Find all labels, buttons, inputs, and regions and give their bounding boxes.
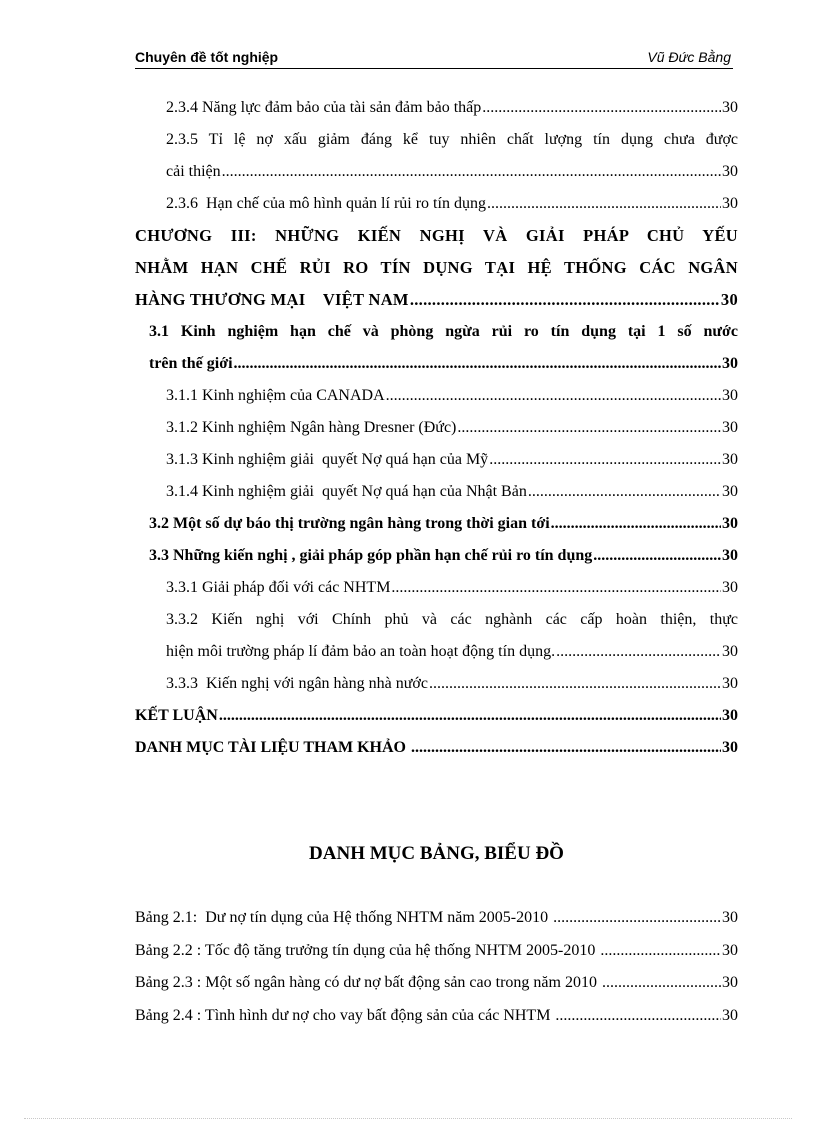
dot-leader [555,1000,721,1033]
toc-chapter-3[interactable] [135,284,738,316]
dot-leader [489,444,721,476]
dot-leader [386,380,721,412]
table-caption: Bảng 2.4 : Tình hình dư nợ cho vay bất động sản của các NHTM [135,1006,555,1024]
toc-entry-title: trên thế giới [149,355,233,372]
toc-entry-2-3-4[interactable] [135,92,738,124]
toc-entry-title: 3.1.3 Kinh nghiệm giải quyết Nợ quá hạn của Mỹ [166,451,489,468]
dot-leader [487,188,721,220]
table-caption: Bảng 2.2 : Tốc độ tăng trưởng tín dụng của hệ thống NHTM 2005-2010 [135,941,600,959]
toc-page-number: 30 [722,515,738,532]
dot-leader [593,540,721,572]
toc-page-number: 30 [722,163,738,180]
page-header [135,48,733,69]
toc-page-number: 30 [720,290,738,309]
author-name: Vũ Đức Bằng [647,49,731,65]
toc-chapter-3-line1[interactable]: CHƯƠNG III: NHỮNG KIẾN NGHỊ VÀ GIẢI PHÁP CHỦ YẾU [135,226,738,245]
toc-entry-title: 3.2 Một số dự báo thị trường ngân hàng trong thời gian tới [149,515,550,532]
toc-entry-title: HÀNG THƯƠNG MẠI VIỆT NAM [135,290,409,309]
table-caption: Bảng 2.1: Dư nợ tín dụng của Hệ thống NHTM năm 2005-2010 [135,909,553,926]
toc-entry-title: 2.3.6 Hạn chế của mô hình quản lí rủi ro tín dụng [166,195,486,212]
toc-page-number: 30 [722,707,738,724]
table-list-item-2-2[interactable] [135,935,738,968]
dot-leader [457,412,721,444]
table-list-item-2-4[interactable] [135,1000,738,1033]
toc-entry-3-1-3[interactable] [135,444,738,476]
dot-leader [482,92,721,124]
toc-entry-title: 3.1.1 Kinh nghiệm của CANADA [166,387,385,404]
toc-entry-title: cải thiện [166,163,221,180]
toc-page-number: 30 [722,195,738,212]
toc-entry-title: 3.3 Những kiến nghị , giải pháp góp phần hạn chế rủi ro tín dụng [149,547,593,564]
toc-entry-title: 3.3.1 Giải pháp đối với các NHTM [166,579,391,596]
toc-entry-title: 3.1.4 Kinh nghiệm giải quyết Nợ quá hạn của Nhật Bản [166,483,527,500]
toc-page-number: 30 [722,643,738,660]
dot-leader [556,636,721,668]
table-page-number: 30 [722,1006,738,1024]
dot-leader [602,967,721,1000]
table-page-number: 30 [722,909,738,926]
table-list-item-2-1[interactable] [135,902,738,935]
toc-page-number: 30 [722,355,738,372]
toc-chapter-3-line2[interactable]: NHẰM HẠN CHẾ RỦI RO TÍN DỤNG TẠI HỆ THỐNG CÁC NGÂN [135,258,738,277]
toc-page-number: 30 [722,675,738,692]
dot-leader [234,348,721,380]
table-page-number: 30 [722,974,738,991]
toc-entry-title: KẾT LUẬN [135,707,218,724]
toc-entry-2-3-5[interactable] [135,156,738,188]
toc-conclusion[interactable] [135,700,738,732]
dot-leader [222,156,721,188]
toc-entry-3-3-2[interactable] [135,636,738,668]
toc-section-3-1-line1[interactable]: 3.1 Kinh nghiệm hạn chế và phòng ngừa rủi ro tín dụng tại 1 số nước [149,323,738,340]
toc-section-3-3[interactable] [135,540,738,572]
table-caption: Bảng 2.3 : Một số ngân hàng có dư nợ bất động sản cao trong năm 2010 [135,974,601,991]
toc-page-number: 30 [722,387,738,404]
toc-entry-title: 2.3.4 Năng lực đảm bảo của tài sản đảm bảo thấp [166,99,482,116]
table-of-contents [135,92,738,764]
dot-leader [391,572,721,604]
dot-leader [411,732,721,764]
toc-entry-3-1-2[interactable] [135,412,738,444]
toc-entry-3-3-3[interactable] [135,668,738,700]
dot-leader [551,508,721,540]
toc-entry-3-1-4[interactable] [135,476,738,508]
toc-entry-title: 3.3.3 Kiến nghị với ngân hàng nhà nước [166,675,428,692]
toc-page-number: 30 [722,419,738,436]
toc-entry-2-3-5-line1[interactable]: 2.3.5 Tỉ lệ nợ xấu giảm đáng kể tuy nhiên chất lượng tín dụng chưa được [166,131,738,148]
toc-page-number: 30 [722,579,738,596]
dot-leader [429,668,721,700]
toc-entry-title: DANH MỤC TÀI LIỆU THAM KHẢO [135,739,410,756]
toc-entry-3-1-1[interactable] [135,380,738,412]
toc-entry-title: hiện môi trường pháp lí đảm bảo an toàn hoạt động tín dụng. [166,643,556,660]
dot-leader [410,284,720,316]
toc-page-number: 30 [722,739,738,756]
toc-entry-title: 3.1.2 Kinh nghiệm Ngân hàng Dresner (Đức) [166,419,457,436]
toc-section-3-1[interactable] [135,348,738,380]
toc-page-number: 30 [722,483,738,500]
dot-leader [528,476,721,508]
table-list-item-2-3[interactable] [135,967,738,1000]
toc-entry-2-3-6[interactable] [135,188,738,220]
table-page-number: 30 [722,941,738,959]
toc-references[interactable] [135,732,738,764]
toc-entry-3-3-2-line1[interactable]: 3.3.2 Kiến nghị với Chính phủ và các nghành các cấp hoàn thiện, thực [166,611,738,628]
page-bottom-divider [24,1118,792,1119]
dot-leader [219,700,721,732]
dot-leader [553,902,721,935]
tables-list-title: DANH MỤC BẢNG, BIỂU ĐỒ [309,843,564,864]
document-type-label: Chuyên đề tốt nghiệp [135,49,279,65]
toc-page-number: 30 [722,451,738,468]
toc-entry-3-3-1[interactable] [135,572,738,604]
toc-page-number: 30 [722,99,738,116]
toc-page-number: 30 [722,547,738,564]
tables-list [135,902,738,1032]
toc-section-3-2[interactable] [135,508,738,540]
dot-leader [600,935,721,968]
